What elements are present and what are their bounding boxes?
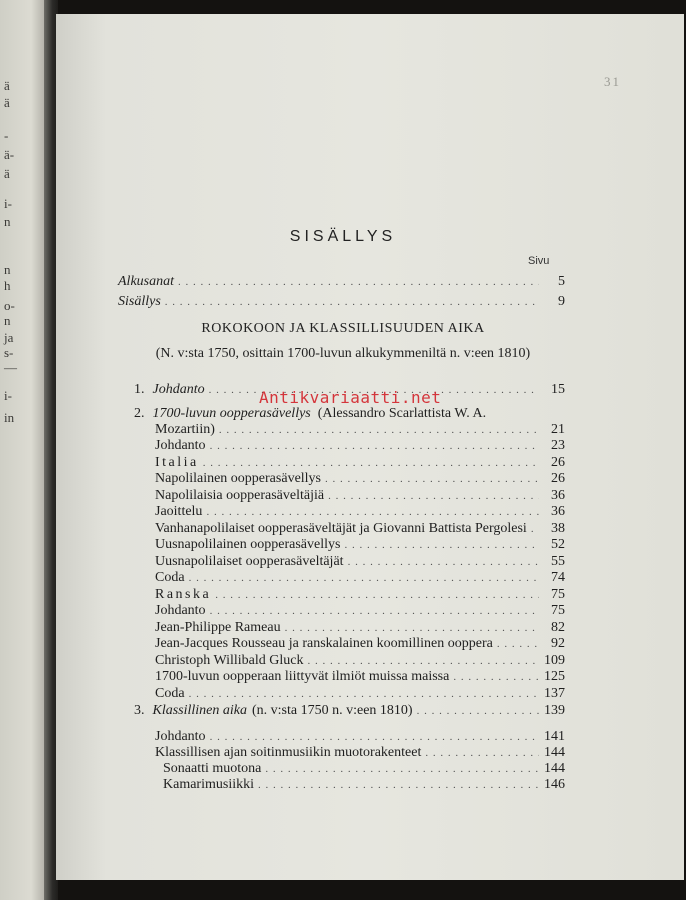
chapter-title-italic: 1700-luvun oopperasävellys [152,406,311,421]
toc-entry-page: 82 [551,619,565,635]
page-mark: 31 [604,74,621,89]
toc-subentry[interactable] [163,760,565,777]
chapter-title-rest: (n. v:sta 1750 n. v:een 1810) [252,703,413,718]
chapter-number: 3. [134,703,145,718]
toc-entry-page: 5 [558,274,565,289]
left-page-fragment: o- [4,298,15,313]
toc-entry-page: 55 [551,553,565,569]
toc-entry-page: 146 [544,777,565,792]
left-page-fragment: ä- [4,147,15,162]
toc-entry-page: 144 [544,761,565,776]
toc-entry-page: 9 [558,294,565,309]
toc-subentry[interactable] [155,652,565,669]
toc-entry-label: Napolilainen oopperasävellys [155,471,322,486]
toc-entry-page: 137 [544,685,565,701]
leader-dots [203,455,539,472]
toc-entry-page: 15 [551,382,565,397]
toc-entry-page: 141 [544,729,565,744]
toc-entry-page: 36 [551,504,565,519]
leader-dots [178,274,539,291]
toc-entry-page: 38 [551,520,565,536]
toc-entry-label: Jaoittelu [155,504,203,519]
leader-dots [189,570,539,587]
toc-entry-label: 1700-luvun oopperaan liittyvät ilmiöt muissa maissa [155,669,450,684]
toc-entry-label: Italia [155,454,199,470]
leader-dots [189,686,539,703]
leader-dots [210,438,539,455]
toc-subentry[interactable] [155,586,565,603]
left-page-fragment: ä [4,95,10,110]
chapter-number: 1. [134,382,145,397]
toc-entry-label: Coda [155,570,185,585]
chapter-title-italic: Klassillinen aika [152,703,247,718]
toc-entry-page: 26 [551,471,565,486]
toc-entry-page: 75 [551,586,565,602]
leader-dots [258,777,539,794]
toc-subentry[interactable] [155,744,565,761]
toc-entry-page: 52 [551,537,565,552]
toc-subentry[interactable] [155,685,565,702]
toc-entry-label: Johdanto [155,603,206,618]
toc-chapter-2-line2[interactable] [155,421,565,438]
toc-entry-label: Ranska [155,586,212,602]
leader-dots [165,294,539,311]
left-page-fragment: n [4,214,11,229]
toc-subentry[interactable] [155,619,565,636]
leader-dots [215,587,539,604]
leader-dots [348,554,539,571]
toc-entry-page: 109 [544,652,565,668]
leader-dots [308,653,539,670]
toc-subentry[interactable] [163,776,565,793]
leader-dots [531,521,539,538]
chapter-number: 2. [134,406,145,421]
left-page-fragment: - [4,128,9,143]
toc-entry-label: Johdanto [155,729,206,744]
section-subheading: (N. v:sta 1750, osittain 1700-luvun alkukymmeniltä n. v:een 1810) [155,346,531,361]
left-page-fragment: h [4,278,11,293]
toc-entry-page: 92 [551,636,565,651]
leader-dots [285,620,539,637]
toc-entry-label: Jean-Jacques Rousseau ja ranskalainen koomillinen ooppera [155,636,493,651]
watermark: Antikvariaatti.net [259,388,442,407]
toc-subentry[interactable] [155,487,565,504]
toc-subentry[interactable] [155,437,565,454]
chapter-title-line2: Mozartiin) [155,422,215,437]
toc-entry-page: 144 [544,745,565,760]
toc-subentry[interactable] [155,668,565,685]
toc-subentry[interactable] [155,569,565,586]
toc-entry-label: Sisällys [118,294,161,309]
leader-dots [344,537,539,554]
toc-entry-label: Napolilaisia oopperasäveltäjiä [155,487,325,503]
left-page-fragment: — [4,360,17,375]
chapter-title: Johdanto [152,382,205,397]
toc-entry-label: Vanhanapolilaiset oopperasäveltäjät ja Giovanni Battista Pergolesi [155,520,527,536]
toc-entry-page: 36 [551,487,565,503]
left-page-fragment: s- [4,345,14,360]
toc-subentry[interactable] [155,536,565,553]
toc-subentry[interactable] [155,470,565,487]
toc-subentry[interactable] [155,602,565,619]
toc-subentry[interactable] [155,635,565,652]
toc-entry-page: 26 [551,454,565,470]
left-page-fragment: n [4,313,11,328]
left-page-fragment: ja [4,330,14,345]
leader-dots [328,488,539,505]
toc-entry-label: Klassillisen ajan soitinmusiikin muotorakenteet [155,745,422,760]
toc-subentry[interactable] [155,454,565,471]
toc-entry-label: Sonaatti muotona [163,761,262,776]
toc-entry-label: Alkusanat [118,274,174,289]
toc-entry-label: Coda [155,685,185,701]
leader-dots [325,471,539,488]
toc-chapter-2-title[interactable] [134,405,486,422]
toc-subentry[interactable] [155,553,565,570]
toc-entry-alkusanat[interactable] [118,273,565,290]
left-page-fragment: ä [4,166,10,181]
chapter-title-rest: (Alessandro Scarlattista W. A. [317,406,487,421]
toc-entry-label: Jean-Philippe Rameau [155,619,281,635]
toc-entry-label: Uusnapolilainen oopperasävellys [155,537,341,552]
left-page-fragment: n [4,262,11,277]
left-page-fragment: i- [4,196,12,211]
toc-entry-page: 75 [551,603,565,618]
leader-dots [497,636,539,653]
toc-entry-label: Kamarimusiikki [163,777,254,792]
toc-entry-page: 23 [551,438,565,453]
toc-subentry[interactable] [155,520,565,537]
leader-dots [417,703,539,720]
page-column-label: Sivu [528,255,550,267]
toc-subentry[interactable] [155,728,565,745]
left-page-fragment: in [4,410,15,425]
leader-dots [453,669,539,686]
leader-dots [210,603,539,620]
toc-entry-sisallys[interactable] [118,293,565,310]
toc-entry-label: Christoph Willibald Gluck [155,652,304,668]
toc-subentry[interactable] [155,503,565,520]
toc-entry-page: 139 [544,703,565,718]
left-page-fragment: i- [4,388,12,403]
left-page-fragment: ä [4,78,10,93]
page-title: SISÄLLYS [289,228,397,245]
toc-entry-page: 74 [551,570,565,585]
leader-dots [206,504,539,521]
toc-entry-page: 125 [544,669,565,684]
toc-entry-label: Johdanto [155,438,206,453]
toc-chapter-3[interactable] [134,702,565,719]
section-heading: ROKOKOON JA KLASSILLISUUDEN AIKA [201,321,485,336]
toc-entry-label: Uusnapolilaiset oopperasäveltäjät [155,553,344,569]
toc-entry-page: 21 [551,422,565,437]
